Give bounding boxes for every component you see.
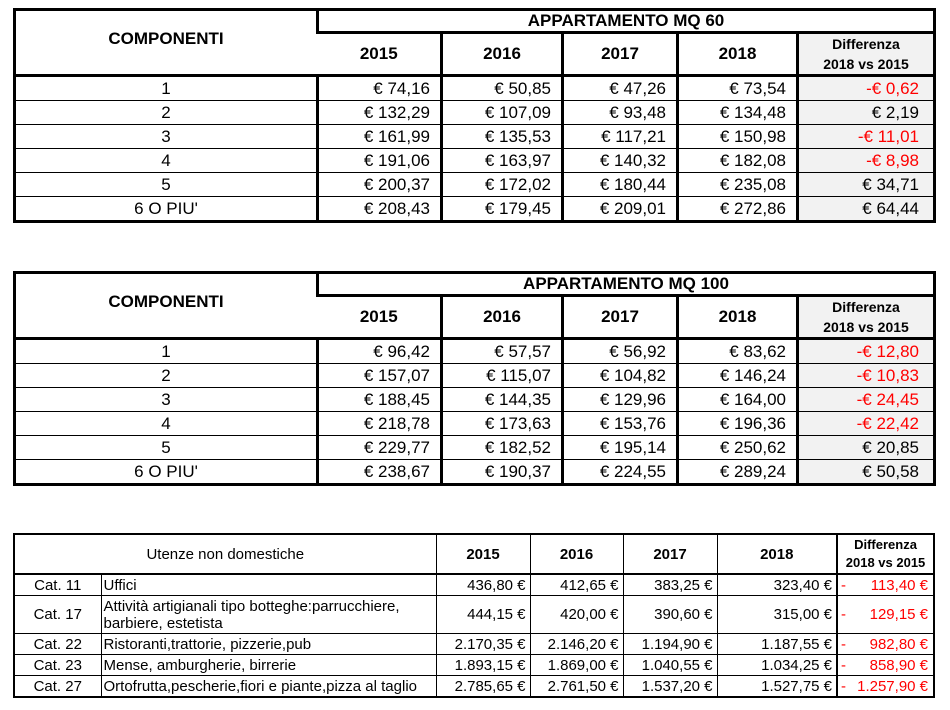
year-header: 2018 bbox=[678, 296, 798, 339]
description-cell: Ortofrutta,pescherie,fiori e piante,pizza al taglio bbox=[101, 676, 436, 698]
value-cell: 1.537,20 € bbox=[623, 676, 717, 698]
value-cell: € 190,37 bbox=[442, 460, 563, 485]
difference-header bbox=[837, 534, 934, 574]
difference-header-line1: Differenza bbox=[832, 299, 900, 315]
utenze-header: Utenze non domestiche bbox=[14, 534, 436, 574]
category-cell: Cat. 11 bbox=[14, 574, 101, 596]
description-cell: Mense, amburgherie, birrerie bbox=[101, 655, 436, 676]
table-row bbox=[15, 364, 935, 388]
value-cell: € 150,98 bbox=[678, 125, 798, 149]
value-cell: € 146,24 bbox=[678, 364, 798, 388]
difference-cell: -€ 8,98 bbox=[798, 149, 935, 173]
value-cell: 2.785,65 € bbox=[436, 676, 530, 698]
value-cell: 1.194,90 € bbox=[623, 634, 717, 655]
value-cell: € 209,01 bbox=[563, 197, 678, 222]
table-mq100 bbox=[13, 271, 936, 486]
value-cell: € 182,52 bbox=[442, 436, 563, 460]
value-cell: 315,00 € bbox=[717, 596, 837, 634]
components-cell: 2 bbox=[15, 101, 318, 125]
table-row bbox=[14, 676, 934, 698]
value-cell: € 182,08 bbox=[678, 149, 798, 173]
difference-cell: € 50,58 bbox=[798, 460, 935, 485]
difference-header-line2: 2018 vs 2015 bbox=[823, 56, 909, 72]
table-row bbox=[15, 101, 935, 125]
difference-header-line1: Differenza bbox=[854, 537, 917, 552]
value-cell: € 208,43 bbox=[318, 197, 442, 222]
table-non-domestic bbox=[13, 533, 935, 698]
table-row bbox=[15, 339, 935, 364]
year-header: 2015 bbox=[318, 296, 442, 339]
difference-cell bbox=[837, 574, 934, 596]
category-cell: Cat. 27 bbox=[14, 676, 101, 698]
value-cell: € 132,29 bbox=[318, 101, 442, 125]
year-header: 2018 bbox=[678, 33, 798, 76]
components-cell: 4 bbox=[15, 149, 318, 173]
value-cell: € 157,07 bbox=[318, 364, 442, 388]
difference-value: 129,15 € bbox=[869, 606, 929, 623]
difference-cell bbox=[837, 676, 934, 698]
value-cell: € 57,57 bbox=[442, 339, 563, 364]
table-row bbox=[15, 412, 935, 436]
value-cell: € 129,96 bbox=[563, 388, 678, 412]
year-header: 2018 bbox=[717, 534, 837, 574]
components-cell: 1 bbox=[161, 341, 171, 361]
value-cell: € 50,85 bbox=[442, 76, 563, 101]
value-cell: € 107,09 bbox=[442, 101, 563, 125]
year-header: 2016 bbox=[442, 33, 563, 76]
value-cell: € 56,92 bbox=[563, 339, 678, 364]
difference-sign: - bbox=[841, 677, 847, 695]
value-cell: € 47,26 bbox=[563, 76, 678, 101]
value-cell: € 104,82 bbox=[563, 364, 678, 388]
value-cell: € 163,97 bbox=[442, 149, 563, 173]
table-row bbox=[14, 634, 934, 655]
difference-value: 982,80 € bbox=[869, 635, 929, 653]
difference-header-line1: Differenza bbox=[832, 36, 900, 52]
difference-cell: -€ 22,42 bbox=[798, 412, 935, 436]
table-mq60 bbox=[13, 8, 936, 223]
difference-cell: € 20,85 bbox=[798, 436, 935, 460]
components-header: COMPONENTI bbox=[15, 10, 318, 76]
value-cell: € 196,36 bbox=[678, 412, 798, 436]
components-header: COMPONENTI bbox=[15, 273, 318, 339]
difference-sign: - bbox=[841, 635, 847, 653]
value-cell: € 250,62 bbox=[678, 436, 798, 460]
year-header: 2017 bbox=[623, 534, 717, 574]
value-cell: € 173,63 bbox=[442, 412, 563, 436]
year-header: 2017 bbox=[563, 33, 678, 76]
components-cell: 6 O PIU' bbox=[15, 460, 318, 485]
components-cell: 5 bbox=[15, 436, 318, 460]
components-cell: 3 bbox=[15, 125, 318, 149]
value-cell: € 73,54 bbox=[678, 76, 798, 101]
value-cell: € 195,14 bbox=[563, 436, 678, 460]
difference-sign: - bbox=[841, 576, 847, 594]
table-row bbox=[15, 388, 935, 412]
value-cell: € 289,24 bbox=[678, 460, 798, 485]
value-cell: € 96,42 bbox=[318, 339, 442, 364]
value-cell: 1.187,55 € bbox=[717, 634, 837, 655]
table-row bbox=[15, 436, 935, 460]
difference-sign: - bbox=[841, 656, 847, 674]
value-cell: € 179,45 bbox=[442, 197, 563, 222]
difference-cell: -€ 11,01 bbox=[798, 125, 935, 149]
description-cell: Attività artigianali tipo botteghe:parrucchiere, barbiere, estetista bbox=[101, 596, 436, 634]
value-cell: 323,40 € bbox=[717, 574, 837, 596]
difference-cell: € 34,71 bbox=[798, 173, 935, 197]
year-header: 2015 bbox=[436, 534, 530, 574]
value-cell: € 153,76 bbox=[563, 412, 678, 436]
description-cell: Uffici bbox=[101, 574, 436, 596]
table-row bbox=[15, 460, 935, 485]
value-cell: € 224,55 bbox=[563, 460, 678, 485]
table-row bbox=[15, 173, 935, 197]
value-cell: 1.527,75 € bbox=[717, 676, 837, 698]
components-cell: 1 bbox=[161, 78, 171, 98]
category-cell: Cat. 17 bbox=[14, 596, 101, 634]
year-header: 2016 bbox=[530, 534, 623, 574]
table-body bbox=[15, 339, 935, 485]
value-cell: € 93,48 bbox=[563, 101, 678, 125]
difference-cell: -€ 10,83 bbox=[798, 364, 935, 388]
table-row bbox=[15, 197, 935, 222]
value-cell: € 229,77 bbox=[318, 436, 442, 460]
table-body bbox=[15, 76, 935, 222]
difference-header bbox=[798, 296, 935, 339]
value-cell: 412,65 € bbox=[530, 574, 623, 596]
description-cell: Ristoranti,trattorie, pizzerie,pub bbox=[101, 634, 436, 655]
value-cell: 1.869,00 € bbox=[530, 655, 623, 676]
value-cell: € 238,67 bbox=[318, 460, 442, 485]
value-cell: € 83,62 bbox=[678, 339, 798, 364]
value-cell: € 144,35 bbox=[442, 388, 563, 412]
table-body bbox=[14, 574, 934, 697]
value-cell: € 188,45 bbox=[318, 388, 442, 412]
difference-cell bbox=[837, 634, 934, 655]
value-cell: € 191,06 bbox=[318, 149, 442, 173]
value-cell: 436,80 € bbox=[436, 574, 530, 596]
value-cell: 420,00 € bbox=[530, 596, 623, 634]
components-cell: 6 O PIU' bbox=[15, 197, 318, 222]
difference-sign: - bbox=[841, 606, 847, 623]
value-cell: € 115,07 bbox=[442, 364, 563, 388]
components-cell: 2 bbox=[15, 364, 318, 388]
year-header: 2016 bbox=[442, 296, 563, 339]
difference-header bbox=[798, 33, 935, 76]
difference-cell: -€ 0,62 bbox=[798, 76, 935, 101]
value-cell: € 134,48 bbox=[678, 101, 798, 125]
value-cell: € 161,99 bbox=[318, 125, 442, 149]
value-cell: 390,60 € bbox=[623, 596, 717, 634]
difference-value: 113,40 € bbox=[870, 576, 929, 594]
category-cell: Cat. 23 bbox=[14, 655, 101, 676]
value-cell: € 180,44 bbox=[563, 173, 678, 197]
value-cell: € 135,53 bbox=[442, 125, 563, 149]
table-row bbox=[15, 125, 935, 149]
difference-cell: -€ 12,80 bbox=[798, 339, 935, 364]
components-cell: 5 bbox=[15, 173, 318, 197]
table-row bbox=[15, 149, 935, 173]
table-title: APPARTAMENTO MQ 60 bbox=[318, 10, 935, 33]
value-cell: 2.146,20 € bbox=[530, 634, 623, 655]
value-cell: € 272,86 bbox=[678, 197, 798, 222]
difference-cell: € 2,19 bbox=[798, 101, 935, 125]
difference-cell: -€ 24,45 bbox=[798, 388, 935, 412]
table-row bbox=[15, 76, 935, 101]
table-row bbox=[14, 574, 934, 596]
table-title: APPARTAMENTO MQ 100 bbox=[318, 273, 935, 296]
value-cell: € 235,08 bbox=[678, 173, 798, 197]
table-row bbox=[14, 655, 934, 676]
value-cell: € 164,00 bbox=[678, 388, 798, 412]
components-cell: 4 bbox=[15, 412, 318, 436]
components-cell: 3 bbox=[15, 388, 318, 412]
value-cell: € 117,21 bbox=[563, 125, 678, 149]
difference-header-line2: 2018 vs 2015 bbox=[823, 319, 909, 335]
value-cell: € 200,37 bbox=[318, 173, 442, 197]
value-cell: 1.893,15 € bbox=[436, 655, 530, 676]
value-cell: 383,25 € bbox=[623, 574, 717, 596]
value-cell: € 218,78 bbox=[318, 412, 442, 436]
value-cell: € 172,02 bbox=[442, 173, 563, 197]
difference-cell: € 64,44 bbox=[798, 197, 935, 222]
value-cell: 444,15 € bbox=[436, 596, 530, 634]
value-cell: 1.040,55 € bbox=[623, 655, 717, 676]
difference-header-line2: 2018 vs 2015 bbox=[845, 555, 926, 570]
difference-value: 858,90 € bbox=[869, 656, 929, 674]
value-cell: 2.761,50 € bbox=[530, 676, 623, 698]
value-cell: 2.170,35 € bbox=[436, 634, 530, 655]
difference-cell bbox=[837, 596, 934, 634]
value-cell: € 74,16 bbox=[318, 76, 442, 101]
difference-value: 1.257,90 € bbox=[857, 677, 929, 695]
year-header: 2015 bbox=[318, 33, 442, 76]
table-row bbox=[14, 596, 934, 634]
value-cell: € 140,32 bbox=[563, 149, 678, 173]
difference-cell bbox=[837, 655, 934, 676]
category-cell: Cat. 22 bbox=[14, 634, 101, 655]
value-cell: 1.034,25 € bbox=[717, 655, 837, 676]
year-header: 2017 bbox=[563, 296, 678, 339]
